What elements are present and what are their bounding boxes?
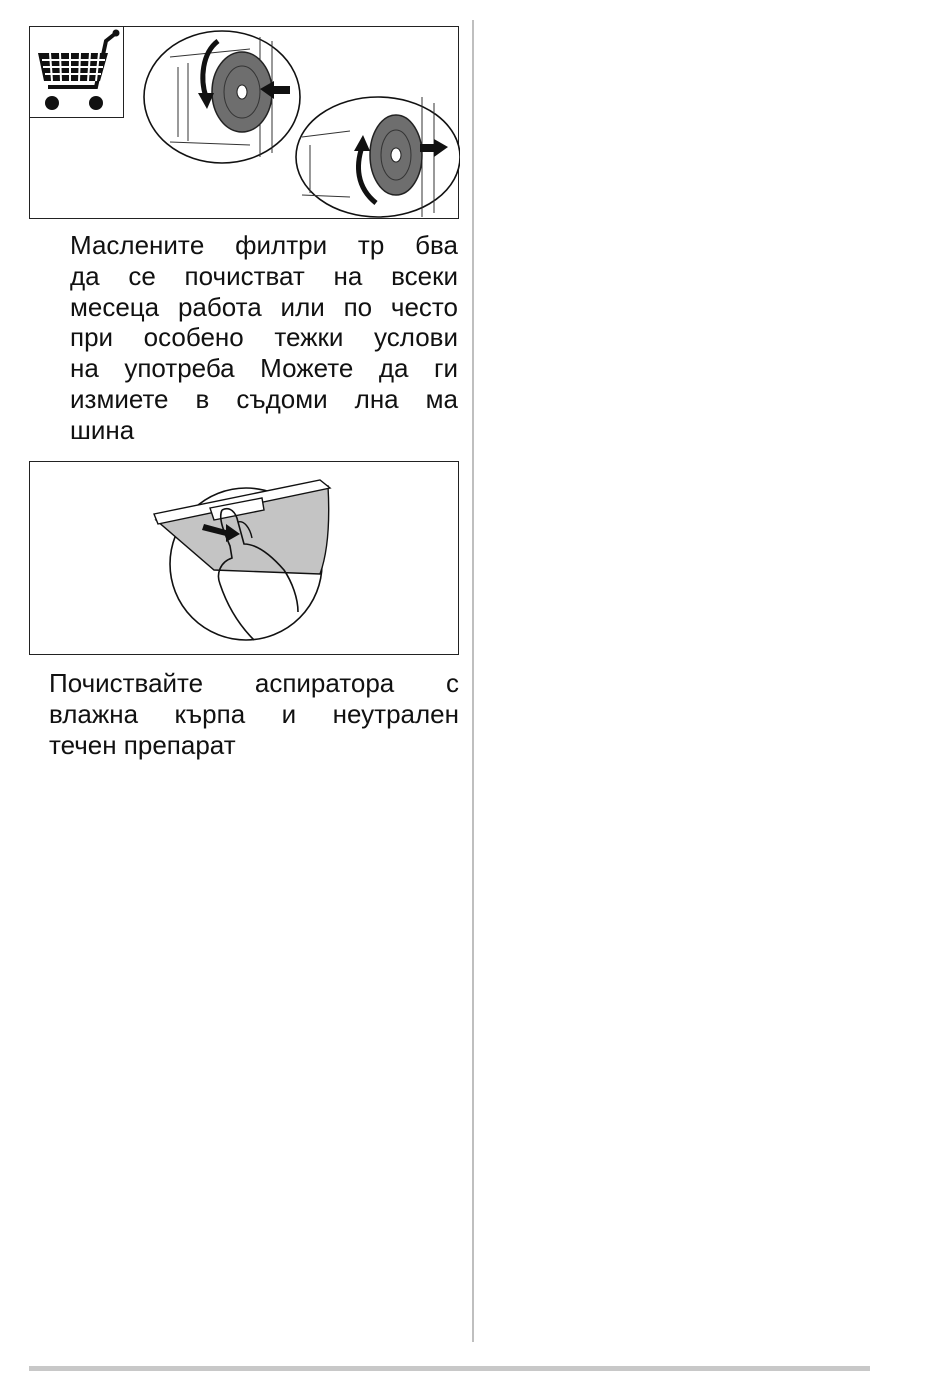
text-line: влажна кърпа и неутрален	[49, 698, 459, 729]
charcoal-filter	[212, 52, 272, 132]
text-line: да се почистват на всеки	[70, 260, 458, 291]
text-line: измиете в съдоми лна ма	[70, 383, 458, 414]
hood-wipe-illustration	[29, 461, 459, 655]
filter-replacement-illustration	[29, 26, 459, 219]
filter-cleaning-instructions	[70, 230, 458, 446]
text-line: Почиствайте аспиратора с	[49, 668, 459, 698]
filter-fitting-view	[296, 97, 460, 217]
filter-removal-view	[144, 31, 300, 163]
text-line: на употреба Можете да ги	[70, 353, 458, 384]
text-line: шина	[70, 414, 135, 445]
column-divider	[472, 20, 474, 1342]
text-line: месеца работа или по често	[70, 291, 458, 322]
text-line: Масленитe филтри тр бва	[70, 230, 458, 260]
text-line: течен препарат	[49, 729, 236, 760]
charcoal-filter	[370, 115, 422, 195]
shopping-cart-icon	[30, 27, 124, 118]
hood-cleaning-instructions	[49, 668, 459, 760]
footer-rule	[29, 1366, 870, 1371]
text-line: при особено тежки услови	[70, 322, 458, 353]
